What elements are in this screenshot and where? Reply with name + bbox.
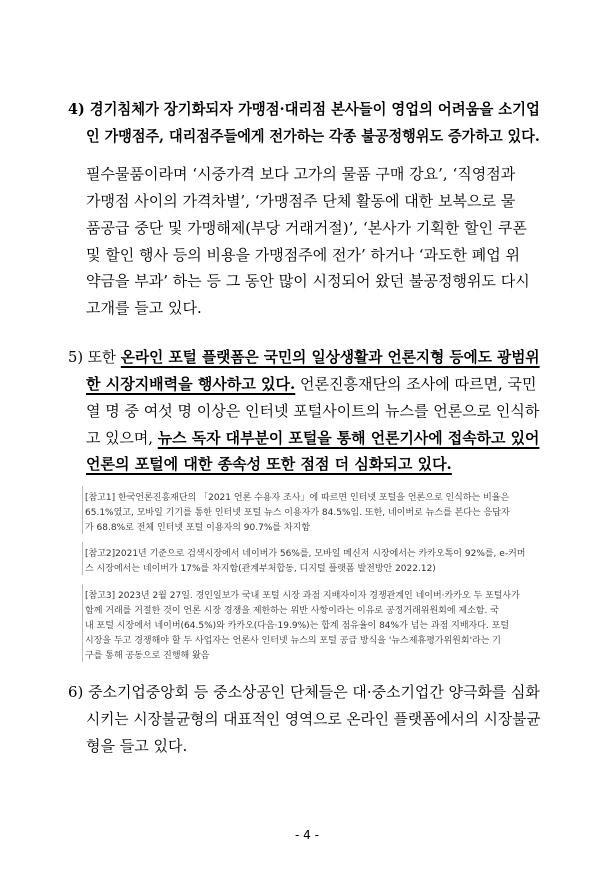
section6-line: 6) 중소기업중앙회 등 중소상공인 단체들은 대·중소기업간 양극화를 심화	[68, 683, 540, 701]
section4-body-line: 가맹점 사이의 가격차별’, ‘가맹점주 단체 활동에 대한 보복으로 물	[86, 192, 516, 210]
reference-line: [참고1] 한국언론진흥재단의 「2021 언론 수용자 조사」에 따르면 인터넷 포털을 언론으로 인식하는 비율은	[85, 493, 510, 503]
section5-line1-prefix: 5) 또한	[68, 348, 121, 366]
section4-body-line: 고개를 들고 있다.	[86, 299, 202, 317]
section6-line: 시키는 시장불균형의 대표적인 영역으로 온라인 플랫폼에서의 시장불균	[86, 710, 541, 728]
reference-line: 내 포털 시장에서 네이버(64.5%)와 카카오(다음·19.9%)는 합계 점유율이 84%가 넘는 과점 지배자다. 포털	[85, 621, 510, 631]
section5-line5	[86, 453, 452, 474]
page-number: - 4 -	[295, 828, 319, 842]
reference-line: [참고2]2021년 기준으로 검색시장에서 네이버가 56%를, 모바일 메신저 시장에서는 카카오톡이 92%를, e-커머	[85, 549, 526, 559]
section5-line2-rest: 언론진흥재단의 조사에 따르면, 국민	[295, 375, 537, 393]
section5-line4	[86, 427, 539, 448]
section4-heading-line1: 4) 경기침체가 장기화되자 가맹점·대리점 본사들이 영업의 어려움을 소기업	[68, 100, 540, 118]
section4-body-line: 약금을 부과’ 하는 등 그 동안 많이 시정되어 왔던 불공정행위도 다시	[86, 272, 530, 290]
section4-body-line: 품공급 중단 및 가맹해제(부당 거래거절)’, ‘본사가 기획한 할인 쿠폰	[86, 219, 527, 237]
section5-underlined-text: 언론의 포털에 대한 종속성 또한 점점 더 심화되고 있다.	[86, 455, 452, 473]
reference-line: 시장을 두고 경쟁해야 할 두 사업자는 언론사 인터넷 뉴스의 포털 공급 방식을 '뉴스제휴평가위원회'라는 기	[85, 636, 501, 646]
section5-line2	[86, 373, 536, 394]
section5-underlined-text: 한 시장지배력을 행사하고 있다.	[86, 375, 296, 393]
section5-underlined-text: 뉴스 독자 대부분이 포털을 통해 언론기사에 접속하고 있어	[157, 429, 540, 447]
reference-line: [참고3] 2023년 2월 27일. 경인일보가 국내 포털 시장 과점 지배자이자 경쟁관계인 네이버·카카오 두 포털사가	[85, 591, 520, 601]
section5-line3: 열 명 중 여섯 명 이상은 인터넷 포털사이트의 뉴스를 언론으로 인식하	[86, 402, 540, 420]
section4-heading-line2: 인 가맹점주, 대리점주들에게 전가하는 각종 불공정행위도 증가하고 있다.	[86, 127, 540, 145]
section5-underlined-text: 온라인 포털 플랫폼은 국민의 일상생활과 언론지형 등에도 광범위	[120, 348, 540, 366]
section4-body-line: 필수물품이라며 ‘시중가격 보다 고가의 물품 구매 강요’, ‘직영점과	[86, 165, 516, 183]
reference-line: 가 68.8%로 전체 인터넷 포털 이용자의 90.7%를 차지함	[85, 523, 311, 533]
reference-line: 65.1%였고, 모바일 기기를 통한 인터넷 포털 뉴스 이용자가 84.5%임. 또한, 네이버로 뉴스를 본다는 응답자	[85, 508, 510, 518]
section5-line4-prefix: 고 있으며,	[86, 429, 158, 447]
reference-line: 함께 거래를 거절한 것이 언론 시장 경쟁을 제한하는 위반 사항이라는 이유로 공정거래위원회에 제소함. 국	[85, 606, 499, 616]
reference-line: 구를 통해 공동으로 진행해 왔음	[85, 651, 210, 661]
section5-line1	[68, 346, 540, 367]
section4-body-line: 및 할인 행사 등의 비용을 가맹점주에 전가’ 하거나 ‘과도한 폐업 위	[86, 246, 520, 264]
section6-line: 형을 들고 있다.	[86, 737, 188, 755]
reference-line: 스 시장에서는 네이버가 17%를 차지함(관계부처합동, 디지털 플랫폼 발전방안 2022.12)	[85, 564, 436, 574]
